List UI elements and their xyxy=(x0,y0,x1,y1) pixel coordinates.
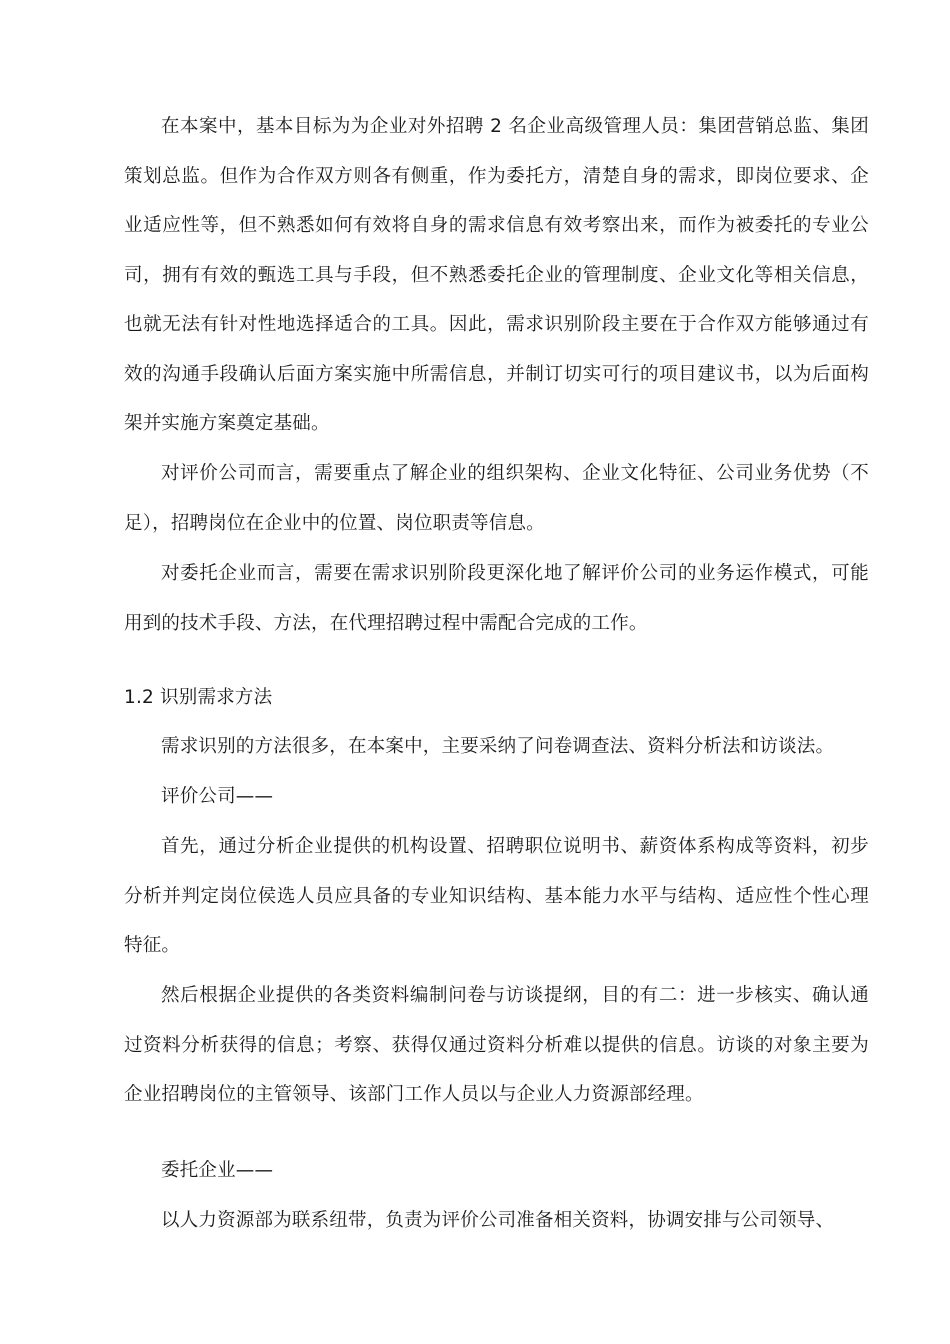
paragraph-methods: 需求识别的方法很多，在本案中，主要采纳了问卷调查法、资料分析法和访谈法。 xyxy=(161,736,835,757)
subheading-evaluator: 评价公司—— xyxy=(161,786,274,807)
paragraph-second-step: 然后根据企业提供的各类资料编制问卷与访谈提纲，目的有二：进一步核实、确认通过资料分析获得的信息；考察、获得仅通过资料分析难以提供的信息。访谈的对象主要为企业招聘岗位的主管领导、该部门工作人员以与企业人力资源部经理。 xyxy=(124,985,869,1105)
paragraph-client-view: 对委托企业而言，需要在需求识别阶段更深化地了解评价公司的业务运作模式，可能用到的技术手段、方法，在代理招聘过程中需配合完成的工作。 xyxy=(124,563,869,634)
paragraph-basic-goal: 在本案中，基本目标为为企业对外招聘 2 名企业高级管理人员：集团营销总监、集团策划总监。但作为合作双方则各有侧重，作为委托方，清楚自身的需求，即岗位要求、企业适应性等，但不熟悉如何有效将自身的需求信息有效考察出来，而作为被委托的专业公司，拥有有效的甄选工具与手段，但不熟悉委托企业的管理制度、企业文化等相关信息，也就无法有针对性地选择适合的工具。因此，需求识别阶段主要在于合作双方能够通过有效的沟通手段确认后面方案实施中所需信息，并制订切实可行的项目建议书，以为后面构架并实施方案奠定基础。 xyxy=(124,116,869,434)
paragraph-first-step: 首先，通过分析企业提供的机构设置、招聘职位说明书、薪资体系构成等资料，初步分析并判定岗位侯选人员应具备的专业知识结构、基本能力水平与结构、适应性个性心理特征。 xyxy=(124,836,869,956)
subheading-client: 委托企业—— xyxy=(161,1160,274,1181)
paragraph-evaluator-view: 对评价公司而言，需要重点了解企业的组织架构、企业文化特征、公司业务优势（不足），招聘岗位在企业中的位置、岗位职责等信息。 xyxy=(124,463,869,534)
section-heading: 1.2 识别需求方法 xyxy=(124,687,273,708)
paragraph-hr-liaison: 以人力资源部为联系纽带，负责为评价公司准备相关资料，协调安排与公司领导、 xyxy=(161,1210,835,1231)
